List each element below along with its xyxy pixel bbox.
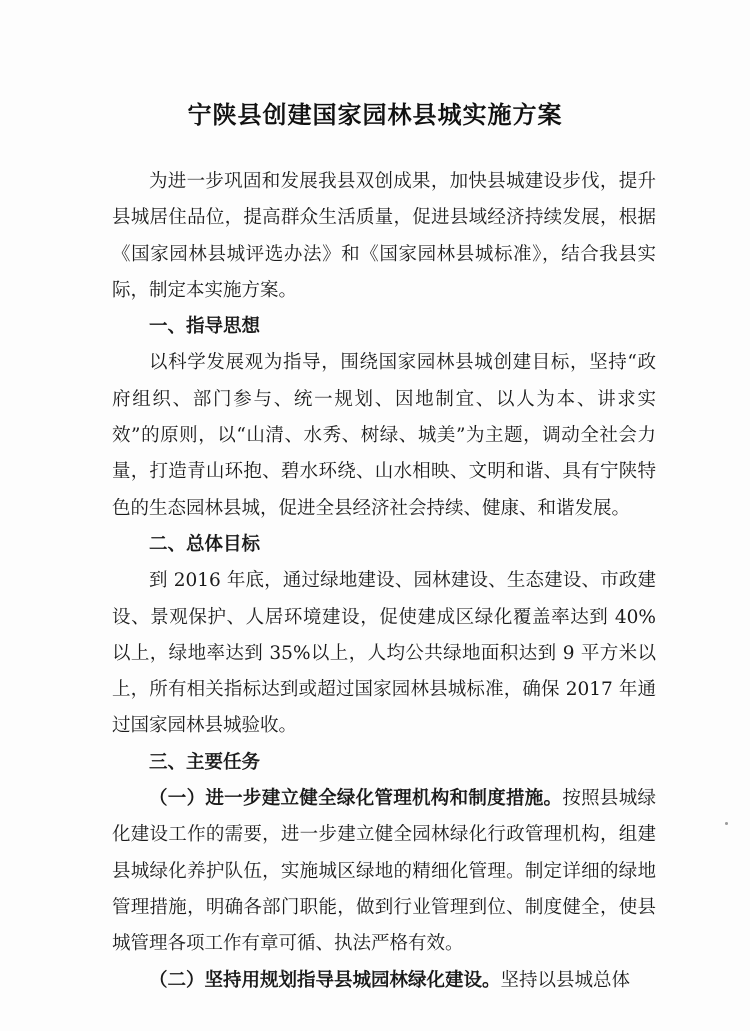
task-item-text: 坚持以县城总体: [500, 969, 631, 991]
intro-paragraph: 为进一步巩固和发展我县双创成果，加快县城建设步伐，提升县城居住品位，提高群众生活质量，促进县域经济持续发展，根据《国家园林县城评选办法》和《国家园林县城标准》，结合我县实际，制定本实施方案。: [112, 171, 656, 301]
guiding-ideology-paragraph: 以科学发展观为指导，围绕国家园林县城创建目标，坚持“政府组织、部门参与、统一规划、因地制宜、以人为本、讲求实效”的原则，以“山清、水秀、树绿、城美”为主题，调动全社会力量，打造青山环抱、碧水环绕、山水相映、文明和谐、具有宁陕特色的生态园林县城，促进全县经济社会持续、健康、和谐发展。: [112, 352, 656, 519]
section-heading-main-tasks: 三、主要任务: [149, 751, 261, 773]
section-heading-guiding-ideology: 一、指导思想: [149, 316, 261, 338]
task-item-text: 按照县城绿化建设工作的需要，进一步建立健全园林绿化行政管理机构，组建县城绿化养护队伍，实施城区绿地的精细化管理。制定详细的绿地管理措施，明确各部门职能，做到行业管理到位、制度健全，使县城管理各项工作有章可循、执法严格有效。: [112, 788, 656, 955]
scan-speck: [725, 822, 728, 825]
overall-goals-paragraph: 到 2016 年底，通过绿地建设、园林建设、生态建设、市政建设、景观保护、人居环境建设，促使建成区绿化覆盖率达到 40%以上，绿地率达到 35%以上，人均公共绿地面积达到 9 平方米以上，所有相关指标达到或超过国家园林县城标准，确保 2017 年通过国家园林县城验收。: [112, 570, 656, 737]
document-title: 宁陕县创建国家园林县城实施方案: [187, 100, 563, 129]
task-item-lead: （一）进一步建立健全绿化管理机构和制度措施。: [149, 788, 563, 810]
task-item-lead: （二）坚持用规划指导县城园林绿化建设。: [149, 969, 501, 991]
task-item-paragraph: [112, 781, 656, 962]
section-heading-overall-goals: 二、总体目标: [149, 533, 261, 555]
task-item-paragraph: [112, 963, 656, 999]
document-body: [112, 164, 656, 999]
